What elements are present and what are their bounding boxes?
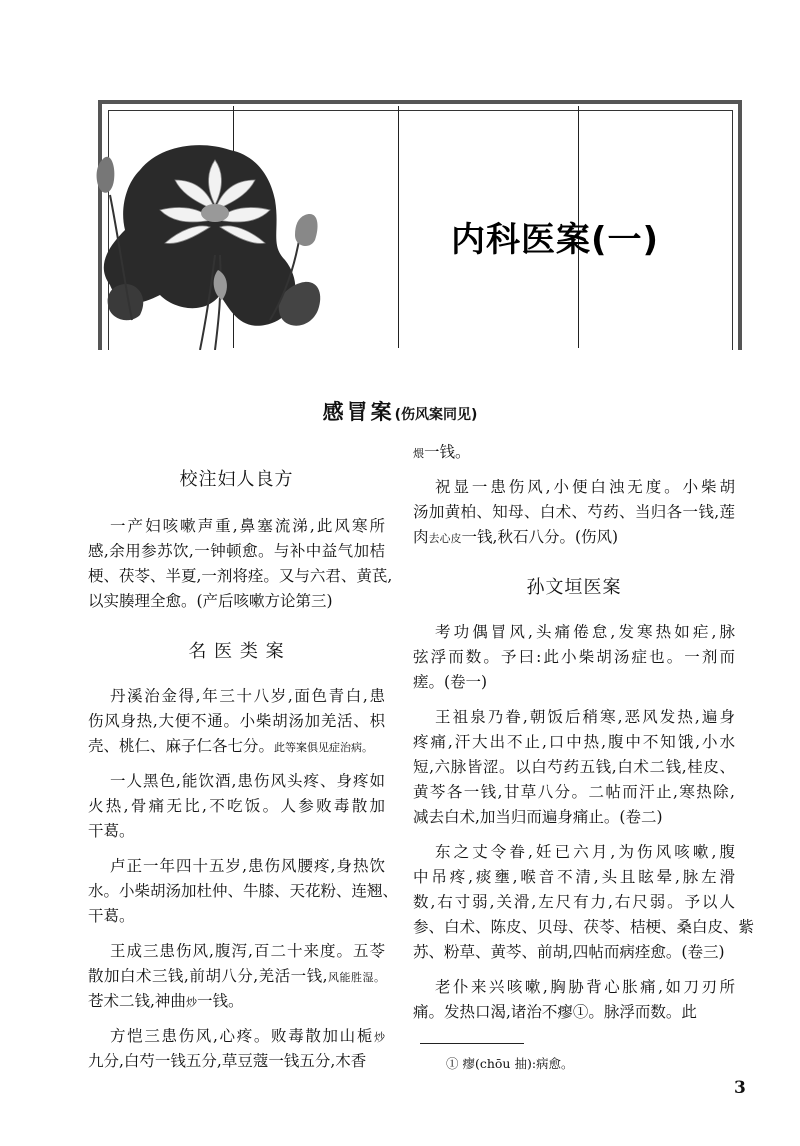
case-paragraph: [413, 440, 735, 465]
text-line: [88, 589, 385, 614]
text-line: [413, 840, 735, 865]
text-segment: 数,右寸弱,关滑,左尺有力,右尺弱。予以人: [413, 893, 735, 911]
text-line: [413, 705, 735, 730]
page-number: 3: [734, 1078, 746, 1098]
text-line: [413, 755, 735, 780]
text-segment: 王成三患伤风,腹泻,百二十来度。五苓: [110, 942, 385, 960]
text-line: [413, 500, 735, 525]
case-paragraph: [88, 684, 385, 759]
case-source-heading: 校注妇人良方: [179, 469, 294, 490]
text-line: [413, 975, 735, 1000]
text-line: [413, 620, 735, 645]
text-segment: 王祖泉乃眷,朝饭后稍寒,恶风发热,遍身: [435, 708, 735, 726]
case-paragraph: [88, 514, 393, 614]
text-line: [88, 514, 385, 539]
text-line: [413, 730, 735, 755]
text-segment: 梗、茯苓、半夏,一剂将痊。又与六君、黄芪,: [88, 567, 393, 585]
left-column: [88, 467, 399, 1084]
text-line: [413, 525, 735, 550]
section-title: [0, 396, 800, 426]
text-line: [88, 734, 385, 759]
text-segment: 肉: [413, 528, 429, 546]
text-segment: 干葛。: [88, 907, 135, 925]
case-paragraph: [88, 769, 385, 844]
text-segment: 短,六脉皆涩。以白芍药五钱,白术二钱,桂皮、: [413, 758, 735, 776]
text-line: [88, 819, 385, 844]
text-segment: 散加白术三钱,前胡八分,羌活一钱,: [88, 967, 328, 985]
text-segment: 参、白术、陈皮、贝母、茯苓、桔梗、桑白皮、紫: [413, 918, 755, 936]
text-segment: 一钱。: [196, 992, 244, 1010]
section-subtitle: (伤风案同见): [394, 407, 478, 423]
frame-divider: [398, 106, 399, 348]
case-paragraph: [88, 854, 399, 929]
text-segment: 壳、桃仁、麻子仁各七分。: [88, 737, 275, 755]
case-source-heading: 名 医 类 案: [188, 641, 285, 662]
text-segment: 火热,骨痛无比,不吃饭。人参败毒散加: [88, 797, 385, 815]
lotus-illustration: [80, 135, 330, 350]
text-segment: 九分,白芍一钱五分,草豆蔻一钱五分,木香: [88, 1052, 367, 1070]
text-segment: 伤风身热,大便不通。小柴胡汤加羌活、枳: [88, 712, 385, 730]
text-segment: 水。小柴胡汤加杜仲、牛膝、天花粉、连翘、: [88, 882, 399, 900]
footnote: ① 瘳(chōu 抽):病愈。: [446, 1056, 574, 1071]
chapter-title: 内科医案(一): [450, 220, 660, 260]
right-column: [413, 440, 755, 1035]
text-line: [88, 904, 385, 929]
text-line: [88, 794, 385, 819]
text-line: [413, 440, 735, 465]
case-paragraph: [413, 620, 735, 695]
text-line: [88, 964, 385, 989]
footnote-divider: [420, 1043, 524, 1044]
text-line: [413, 915, 755, 940]
text-line: [88, 854, 385, 879]
text-segment: 东之丈令眷,妊已六月,为伤风咳嗽,腹: [435, 843, 735, 861]
case-paragraph: [88, 939, 385, 1014]
text-segment: 干葛。: [88, 822, 135, 840]
text-segment: 老仆来兴咳嗽,胸胁背心胀痛,如刀刃所: [435, 978, 735, 996]
text-segment: 感,余用参苏饮,一钟顿愈。与补中益气加桔: [88, 542, 385, 560]
text-segment: 苏、粉草、黄芩、前胡,四帖而病痊愈。(卷三): [413, 943, 725, 961]
text-segment: 弦浮而数。予曰:此小柴胡汤症也。一剂而: [413, 648, 735, 666]
text-line: [413, 940, 735, 965]
text-segment: 丹溪治金得,年三十八岁,面色青白,患: [110, 687, 385, 705]
text-segment: 一产妇咳嗽声重,鼻塞流涕,此风寒所: [110, 517, 385, 535]
case-paragraph: [413, 705, 735, 830]
text-segment: 苍术二钱,神曲: [88, 992, 186, 1010]
text-segment: 考功偶冒风,头痛倦怠,发寒热如疟,脉: [435, 623, 735, 641]
text-segment: 汤加黄柏、知母、白术、芍药、当归各一钱,莲: [413, 503, 735, 521]
annotation-note: 此等案俱见症治病。: [274, 741, 374, 754]
text-line: [413, 1000, 735, 1025]
annotation-note: 煨: [413, 447, 424, 460]
text-line: [413, 865, 735, 890]
text-line: [413, 475, 735, 500]
annotation-note: 去心皮: [428, 532, 462, 545]
case-paragraph: [413, 475, 735, 550]
text-line: [413, 780, 735, 805]
annotation-note: 风能胜湿。: [327, 971, 385, 984]
text-segment: 一钱,秋石八分。(伤风): [461, 528, 619, 546]
text-line: [88, 989, 385, 1014]
text-segment: 黄芩各一钱,甘草八分。二帖而汗止,寒热除,: [413, 783, 735, 801]
text-segment: 中吊疼,痰壅,喉音不清,头且眩晕,脉左滑: [413, 868, 735, 886]
text-line: [88, 564, 393, 589]
text-line: [88, 1024, 385, 1049]
case-paragraph: [413, 840, 755, 965]
text-line: [88, 769, 385, 794]
annotation-note: 炒: [185, 996, 197, 1009]
text-line: [88, 879, 399, 904]
annotation-note: 炒: [374, 1031, 385, 1044]
text-segment: 减去白术,加当归而遍身痛止。(卷二): [413, 808, 663, 826]
section-title-main: 感冒案: [322, 399, 395, 424]
text-line: [88, 1049, 385, 1074]
text-segment: 痛。发热口渴,诸治不瘳①。脉浮而数。此: [413, 1003, 697, 1021]
text-segment: 疼痛,汗大出不止,口中热,腹中不知饿,小水: [413, 733, 735, 751]
text-segment: 以实腠理全愈。(产后咳嗽方论第三): [88, 592, 333, 610]
text-line: [413, 645, 735, 670]
case-source-heading: 孙文垣医案: [526, 577, 622, 598]
text-line: [88, 709, 385, 734]
text-line: [413, 805, 735, 830]
text-segment: 卢正一年四十五岁,患伤风腰疼,身热饮: [110, 857, 385, 875]
case-paragraph: [413, 975, 735, 1025]
text-line: [88, 939, 385, 964]
text-segment: 一钱。: [424, 443, 471, 461]
text-segment: 方恺三患伤风,心疼。败毒散加山栀: [110, 1027, 374, 1045]
text-line: [413, 670, 735, 695]
text-line: [88, 684, 385, 709]
case-paragraph: [88, 1024, 385, 1074]
text-line: [88, 539, 385, 564]
text-line: [413, 890, 735, 915]
text-segment: 祝显一患伤风,小便白浊无度。小柴胡: [435, 478, 735, 496]
text-segment: 瘥。(卷一): [413, 673, 488, 691]
text-segment: 一人黑色,能饮酒,患伤风头疼、身疼如: [110, 772, 385, 790]
